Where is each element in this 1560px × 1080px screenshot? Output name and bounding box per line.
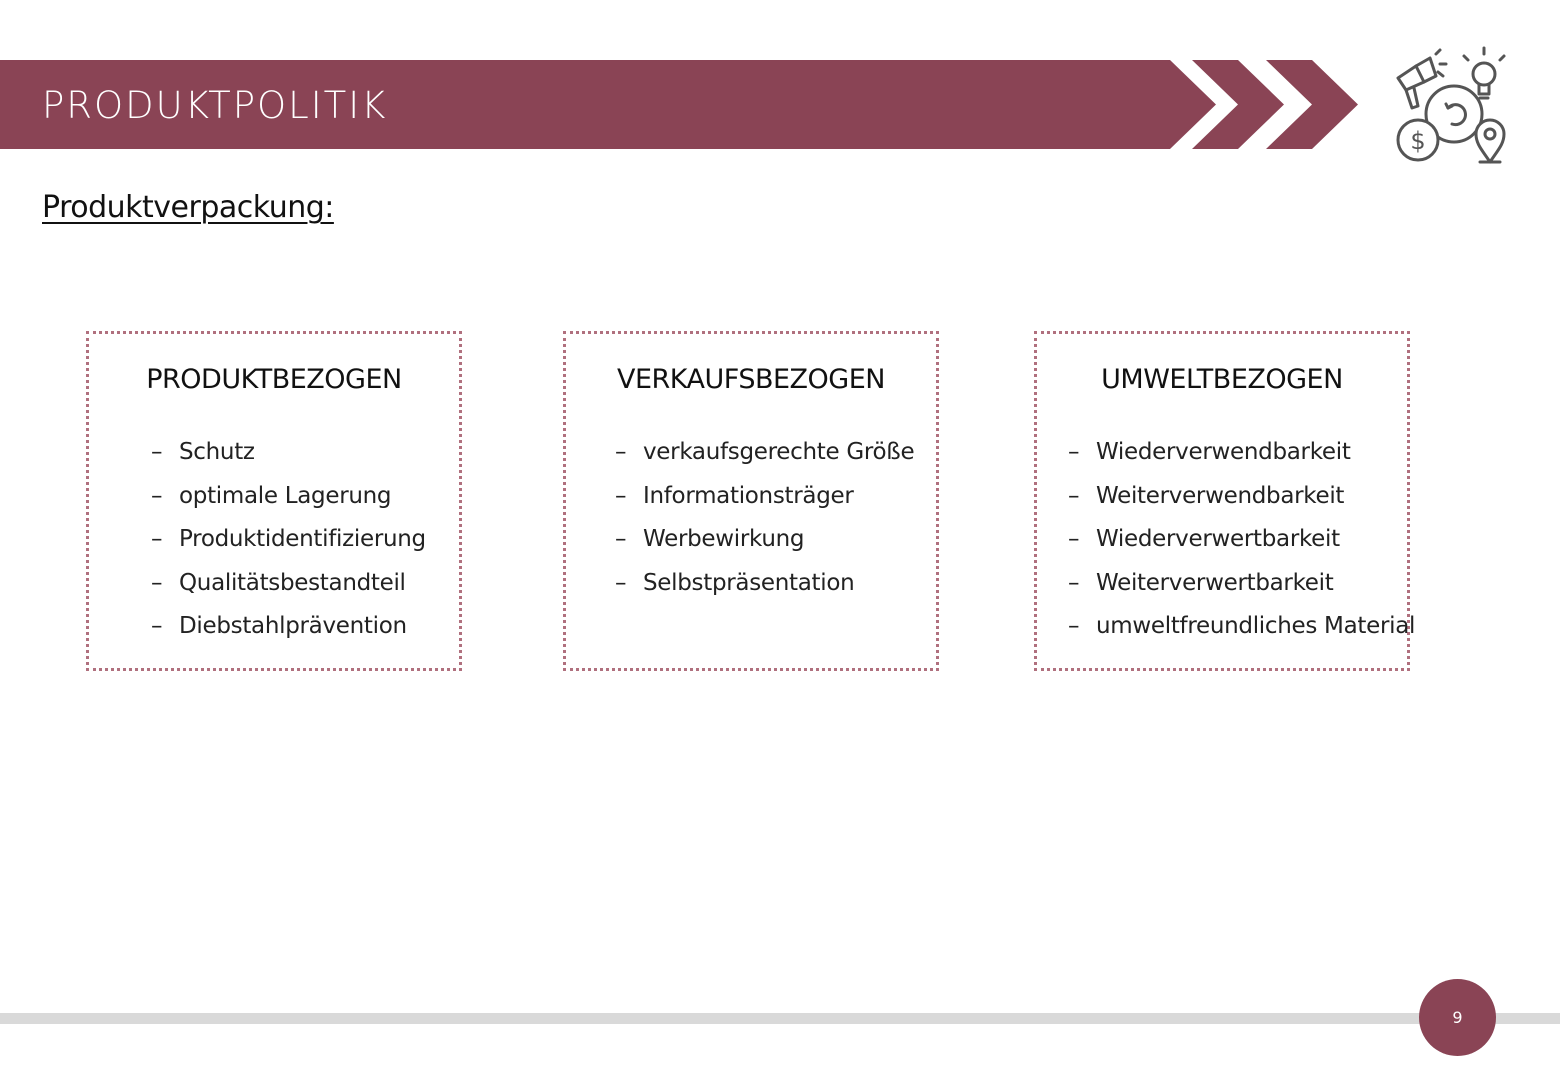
bullet-dash: – <box>151 613 163 639</box>
list-item <box>615 521 914 565</box>
list-item-text: umweltfreundliches Material <box>1096 613 1416 639</box>
category-list <box>151 434 426 652</box>
list-item-text: Wiederverwertbarkeit <box>1096 526 1340 552</box>
bullet-dash: – <box>1068 526 1080 552</box>
bullet-dash: – <box>1068 482 1080 509</box>
bullet-dash: – <box>615 526 627 552</box>
list-item <box>1068 608 1415 652</box>
list-item-text: Selbstpräsentation <box>643 569 855 596</box>
category-box-umweltbezogen <box>1034 331 1416 671</box>
bullet-dash: – <box>151 482 163 509</box>
page-number: 9 <box>1452 1008 1463 1027</box>
list-item <box>1068 565 1415 609</box>
svg-text:$: $ <box>1410 127 1426 155</box>
list-item <box>151 478 426 522</box>
bullet-dash: – <box>615 569 627 596</box>
list-item <box>151 521 426 565</box>
list-item <box>615 434 914 478</box>
list-item-text: Wiederverwendbarkeit <box>1096 439 1351 465</box>
list-item-text: verkaufsgerechte Größe <box>643 439 915 465</box>
list-item <box>151 434 426 478</box>
list-item-text: optimale Lagerung <box>179 482 392 509</box>
category-title: VERKAUFSBEZOGEN <box>617 364 885 395</box>
category-list <box>1068 434 1415 652</box>
bullet-dash: – <box>1068 569 1080 596</box>
category-box-produktbezogen <box>86 331 462 671</box>
list-item-text: Weiterverwendbarkeit <box>1096 482 1345 509</box>
bullet-dash: – <box>151 439 163 465</box>
list-item <box>151 565 426 609</box>
category-title: UMWELTBEZOGEN <box>1101 364 1343 395</box>
footer-divider <box>0 1013 1560 1024</box>
bullet-dash: – <box>1068 613 1080 639</box>
list-item-text: Qualitätsbestandteil <box>179 569 406 596</box>
section-subtitle: Produktverpackung: <box>42 190 334 225</box>
list-item <box>1068 521 1415 565</box>
category-box-verkaufsbezogen <box>563 331 939 671</box>
list-item <box>151 608 426 652</box>
list-item-text: Werbewirkung <box>643 526 805 552</box>
list-item-text: Informationsträger <box>643 482 854 509</box>
list-item <box>615 478 914 522</box>
page-number-badge <box>1419 979 1496 1056</box>
category-list <box>615 434 914 608</box>
bullet-dash: – <box>1068 439 1080 465</box>
bullet-dash: – <box>151 526 163 552</box>
list-item <box>1068 478 1415 522</box>
list-item-text: Diebstahlprävention <box>179 613 407 639</box>
list-item <box>1068 434 1415 478</box>
list-item-text: Schutz <box>179 439 255 465</box>
page-title: PRODUKTPOLITIK <box>42 84 388 127</box>
bullet-dash: – <box>151 569 163 596</box>
category-title: PRODUKTBEZOGEN <box>146 364 402 395</box>
bullet-dash: – <box>615 482 627 509</box>
list-item <box>615 565 914 609</box>
list-item-text: Weiterverwertbarkeit <box>1096 569 1334 596</box>
list-item-text: Produktidentifizierung <box>179 526 426 552</box>
marketing-mix-icon <box>1386 42 1514 170</box>
bullet-dash: – <box>615 439 627 465</box>
